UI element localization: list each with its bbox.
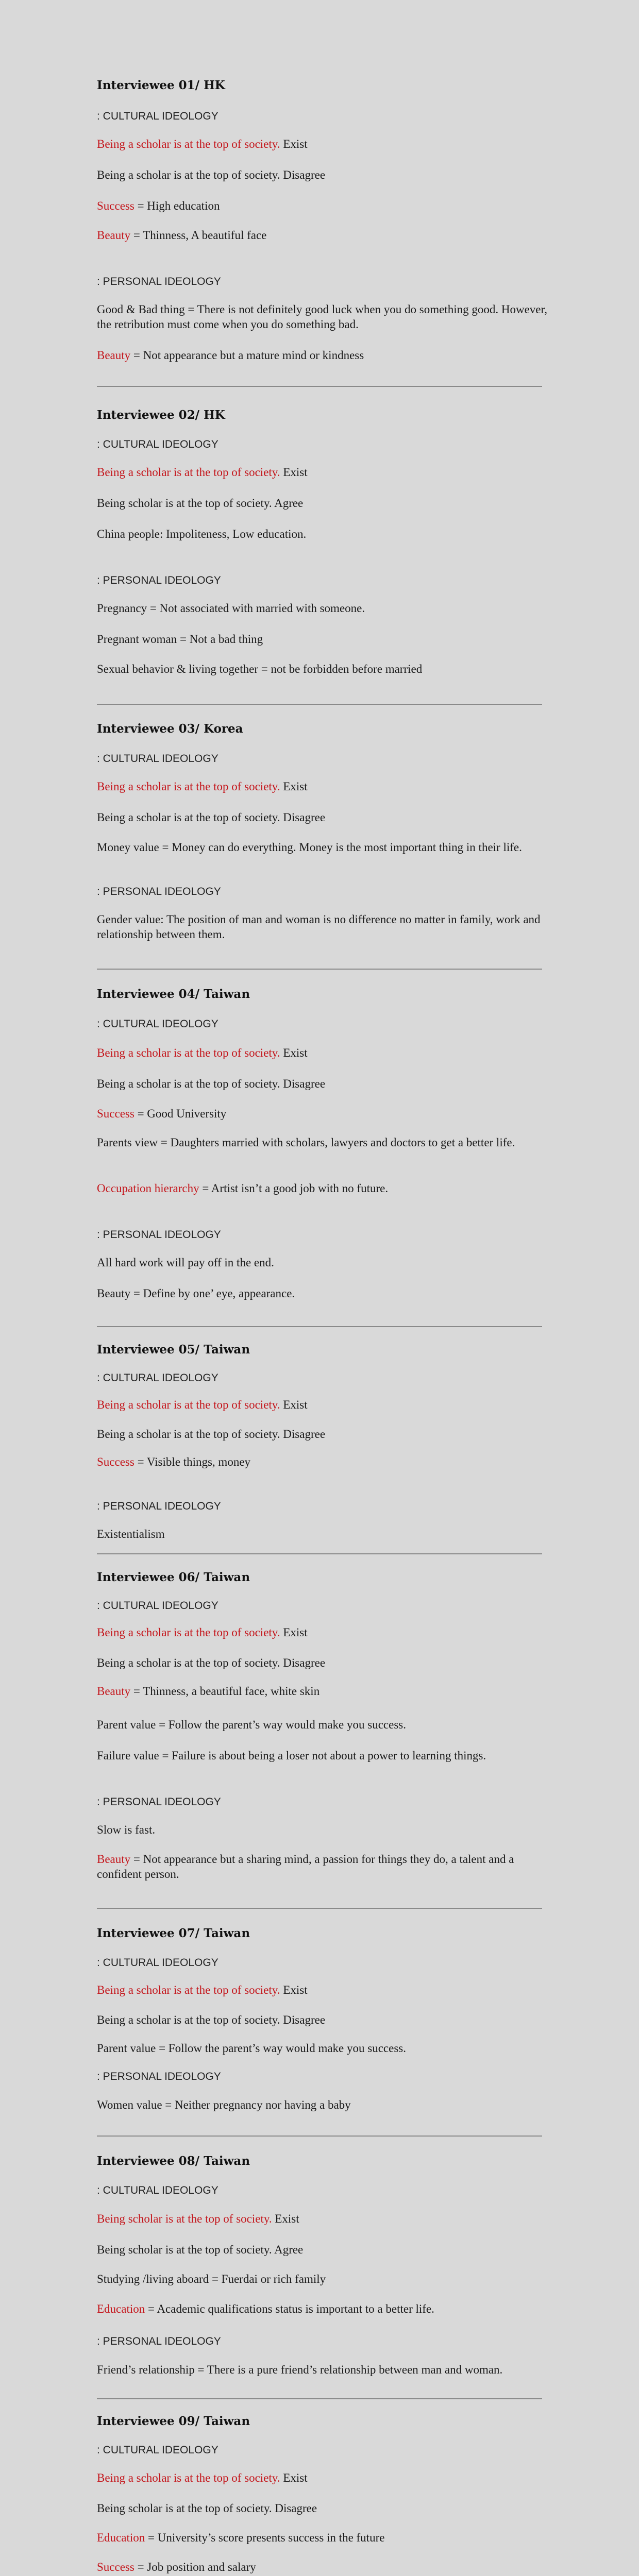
statement-text: Being a scholar is at the top of society. Disagree bbox=[97, 2013, 326, 2026]
statement-text: Gender value: The position of man and woman is no difference no matter in family, work and relationship between them. bbox=[97, 913, 541, 941]
statement-text: = Job position and salary bbox=[134, 2561, 256, 2573]
statement bbox=[97, 2470, 550, 2485]
statement-highlight: Success bbox=[97, 199, 134, 212]
statement bbox=[97, 1527, 550, 1541]
statement-text: Studying /living aboard = Fuerdai or rich family bbox=[97, 2273, 326, 2285]
statement bbox=[97, 228, 550, 243]
statement-text: Being a scholar is at the top of society. Disagree bbox=[97, 811, 326, 824]
statement bbox=[97, 2362, 550, 2377]
interview-title: Interviewee 08/ Taiwan bbox=[97, 2154, 250, 2168]
statement-text: = Good University bbox=[134, 1107, 227, 1120]
statement-text: = Thinness, a beautiful face, white skin bbox=[130, 1685, 320, 1698]
statement-text: Slow is fast. bbox=[97, 1823, 156, 1836]
cultural-heading: : CULTURAL IDEOLOGY bbox=[97, 1372, 218, 1384]
statement-text: Being scholar is at the top of society. Agree bbox=[97, 2243, 304, 2256]
statement-text: Being a scholar is at the top of society. Disagree bbox=[97, 1077, 326, 1090]
cultural-heading: : CULTURAL IDEOLOGY bbox=[97, 438, 218, 450]
statement bbox=[97, 1852, 550, 1882]
statement bbox=[97, 2530, 550, 2545]
statement bbox=[97, 198, 550, 213]
divider bbox=[97, 2136, 542, 2137]
personal-heading: : PERSONAL IDEOLOGY bbox=[97, 1500, 221, 1512]
cultural-heading: : CULTURAL IDEOLOGY bbox=[97, 2184, 218, 2196]
statement-highlight: Beauty bbox=[97, 229, 131, 242]
statement-text: Good & Bad thing = There is not definitely good luck when you do something good. However, the retribution must come when you do something bad. bbox=[97, 303, 547, 331]
statement-text: Exist bbox=[280, 2471, 308, 2484]
statement-highlight: Occupation hierarchy bbox=[97, 1182, 199, 1195]
statement bbox=[97, 1181, 550, 1196]
statement-text: Exist bbox=[272, 2212, 299, 2225]
statement bbox=[97, 912, 550, 942]
statement-text: Failure value = Failure is about being a loser not about a power to learning things. bbox=[97, 1749, 486, 1762]
statement bbox=[97, 1717, 550, 1732]
personal-heading: : PERSONAL IDEOLOGY bbox=[97, 1796, 221, 1808]
cultural-heading: : CULTURAL IDEOLOGY bbox=[97, 1600, 218, 1612]
statement-highlight: Education bbox=[97, 2302, 145, 2315]
statement bbox=[97, 1427, 550, 1442]
interview-title: Interviewee 09/ Taiwan bbox=[97, 2414, 250, 2428]
statement-highlight: Beauty bbox=[97, 349, 131, 362]
statement-text: = Not appearance but a sharing mind, a passion for things they do, a talent and a confident person. bbox=[97, 1853, 514, 1880]
statement bbox=[97, 137, 550, 151]
statement bbox=[97, 496, 550, 511]
statement bbox=[97, 1045, 550, 1060]
statement-text: All hard work will pay off in the end. bbox=[97, 1256, 274, 1269]
divider bbox=[97, 1553, 542, 1554]
statement bbox=[97, 1397, 550, 1412]
statement-text: Money value = Money can do everything. Money is the most important thing in their life. bbox=[97, 841, 522, 854]
statement bbox=[97, 2012, 550, 2027]
interview-title: Interviewee 07/ Taiwan bbox=[97, 1926, 250, 1940]
statement bbox=[97, 2097, 550, 2112]
statement-text: Existentialism bbox=[97, 1528, 165, 1540]
statement-highlight: Success bbox=[97, 1107, 134, 1120]
statement bbox=[97, 632, 550, 647]
statement-highlight: Success bbox=[97, 1455, 134, 1468]
statement-text: = High education bbox=[134, 199, 220, 212]
personal-heading: : PERSONAL IDEOLOGY bbox=[97, 886, 221, 897]
statement-highlight: Being a scholar is at the top of society. bbox=[97, 1626, 280, 1639]
statement bbox=[97, 1454, 550, 1469]
statement-highlight: Education bbox=[97, 2531, 145, 2544]
cultural-heading: : CULTURAL IDEOLOGY bbox=[97, 1018, 218, 1030]
divider bbox=[97, 704, 542, 705]
statement-text: Exist bbox=[280, 1984, 308, 1996]
personal-heading: : PERSONAL IDEOLOGY bbox=[97, 2071, 221, 2082]
interview-title: Interviewee 05/ Taiwan bbox=[97, 1343, 250, 1357]
statement-text: Friend’s relationship = There is a pure friend’s relationship between man and woman. bbox=[97, 2363, 503, 2376]
statement-highlight: Success bbox=[97, 2561, 134, 2573]
interview-title: Interviewee 06/ Taiwan bbox=[97, 1570, 250, 1584]
statement-text: Parents view = Daughters married with scholars, lawyers and doctors to get a better life. bbox=[97, 1136, 515, 1149]
statement-highlight: Being a scholar is at the top of society. bbox=[97, 466, 280, 479]
statement bbox=[97, 1748, 550, 1763]
cultural-heading: : CULTURAL IDEOLOGY bbox=[97, 1957, 218, 1969]
statement bbox=[97, 662, 550, 676]
divider bbox=[97, 1326, 542, 1327]
statement bbox=[97, 1684, 550, 1699]
interview-title: Interviewee 02/ HK bbox=[97, 408, 225, 422]
statement-highlight: Beauty bbox=[97, 1853, 131, 1866]
statement bbox=[97, 2211, 550, 2226]
statement bbox=[97, 1822, 550, 1837]
personal-heading: : PERSONAL IDEOLOGY bbox=[97, 2335, 221, 2347]
statement bbox=[97, 1076, 550, 1091]
statement bbox=[97, 1625, 550, 1640]
statement-text: Sexual behavior & living together = not be forbidden before married bbox=[97, 663, 423, 675]
statement bbox=[97, 601, 550, 616]
statement bbox=[97, 1655, 550, 1670]
statement-highlight: Beauty bbox=[97, 1685, 131, 1698]
personal-heading: : PERSONAL IDEOLOGY bbox=[97, 276, 221, 287]
statement-text: Being scholar is at the top of society. Agree bbox=[97, 497, 304, 510]
statement bbox=[97, 1255, 550, 1270]
statement bbox=[97, 465, 550, 480]
statement bbox=[97, 840, 550, 855]
statement-text: Being scholar is at the top of society. Disagree bbox=[97, 2502, 317, 2515]
statement bbox=[97, 1286, 550, 1301]
statement-text: Exist bbox=[280, 1398, 308, 1411]
divider bbox=[97, 386, 542, 387]
statement-text: = University’s score presents success in the future bbox=[145, 2531, 385, 2544]
statement-text: Exist bbox=[280, 1046, 308, 1059]
statement bbox=[97, 2501, 550, 2516]
statement-text: Being a scholar is at the top of society. Disagree bbox=[97, 1428, 326, 1440]
statement-highlight: Being a scholar is at the top of society. bbox=[97, 1398, 280, 1411]
statement-text: China people: Impoliteness, Low education. bbox=[97, 528, 307, 540]
statement-highlight: Being a scholar is at the top of society. bbox=[97, 1984, 280, 1996]
statement-text: = Not appearance but a mature mind or kindness bbox=[130, 349, 364, 362]
statement-text: = Academic qualifications status is important to a better life. bbox=[145, 2302, 434, 2315]
statement bbox=[97, 779, 550, 794]
cultural-heading: : CULTURAL IDEOLOGY bbox=[97, 2444, 218, 2456]
statement-highlight: Being a scholar is at the top of society. bbox=[97, 2471, 280, 2484]
statement bbox=[97, 527, 550, 541]
divider bbox=[97, 2398, 542, 2399]
divider bbox=[97, 969, 542, 970]
statement-text: Being a scholar is at the top of society. Disagree bbox=[97, 168, 326, 181]
statement-text: Exist bbox=[280, 138, 308, 150]
statement-text: Beauty = Define by one’ eye, appearance. bbox=[97, 1287, 295, 1300]
cultural-heading: : CULTURAL IDEOLOGY bbox=[97, 753, 218, 765]
statement-text: Parent value = Follow the parent’s way would make you success. bbox=[97, 1718, 406, 1731]
statement-text: Exist bbox=[280, 780, 308, 793]
statement-text: Being a scholar is at the top of society. Disagree bbox=[97, 1656, 326, 1669]
statement-highlight: Being a scholar is at the top of society. bbox=[97, 780, 280, 793]
statement bbox=[97, 2301, 550, 2316]
statement-text: Parent value = Follow the parent’s way would make you success. bbox=[97, 2042, 406, 2055]
statement-text: Pregnancy = Not associated with married with someone. bbox=[97, 602, 365, 615]
statement-text: Women value = Neither pregnancy nor having a baby bbox=[97, 2098, 351, 2111]
statement bbox=[97, 348, 550, 363]
divider bbox=[97, 1908, 542, 1909]
interview-title: Interviewee 01/ HK bbox=[97, 78, 225, 92]
statement bbox=[97, 1982, 550, 1997]
personal-heading: : PERSONAL IDEOLOGY bbox=[97, 1229, 221, 1241]
statement bbox=[97, 167, 550, 182]
statement-text: Exist bbox=[280, 1626, 308, 1639]
personal-heading: : PERSONAL IDEOLOGY bbox=[97, 574, 221, 586]
statement bbox=[97, 2272, 550, 2286]
statement bbox=[97, 1135, 550, 1150]
statement-text: = Visible things, money bbox=[134, 1455, 251, 1468]
statement-text: = Artist isn’t a good job with no future. bbox=[199, 1182, 389, 1195]
statement-text: Pregnant woman = Not a bad thing bbox=[97, 633, 263, 646]
cultural-heading: : CULTURAL IDEOLOGY bbox=[97, 110, 218, 122]
statement-highlight: Being a scholar is at the top of society. bbox=[97, 1046, 280, 1059]
statement-highlight: Being scholar is at the top of society. bbox=[97, 2212, 272, 2225]
statement bbox=[97, 810, 550, 825]
statement-text: = Thinness, A beautiful face bbox=[130, 229, 267, 242]
interview-title: Interviewee 03/ Korea bbox=[97, 722, 243, 736]
statement bbox=[97, 302, 550, 332]
statement-text: Exist bbox=[280, 466, 308, 479]
statement bbox=[97, 1106, 550, 1121]
statement bbox=[97, 2242, 550, 2257]
statement-highlight: Being a scholar is at the top of society. bbox=[97, 138, 280, 150]
interview-title: Interviewee 04/ Taiwan bbox=[97, 987, 250, 1001]
statement bbox=[97, 2560, 550, 2574]
statement bbox=[97, 2041, 550, 2056]
